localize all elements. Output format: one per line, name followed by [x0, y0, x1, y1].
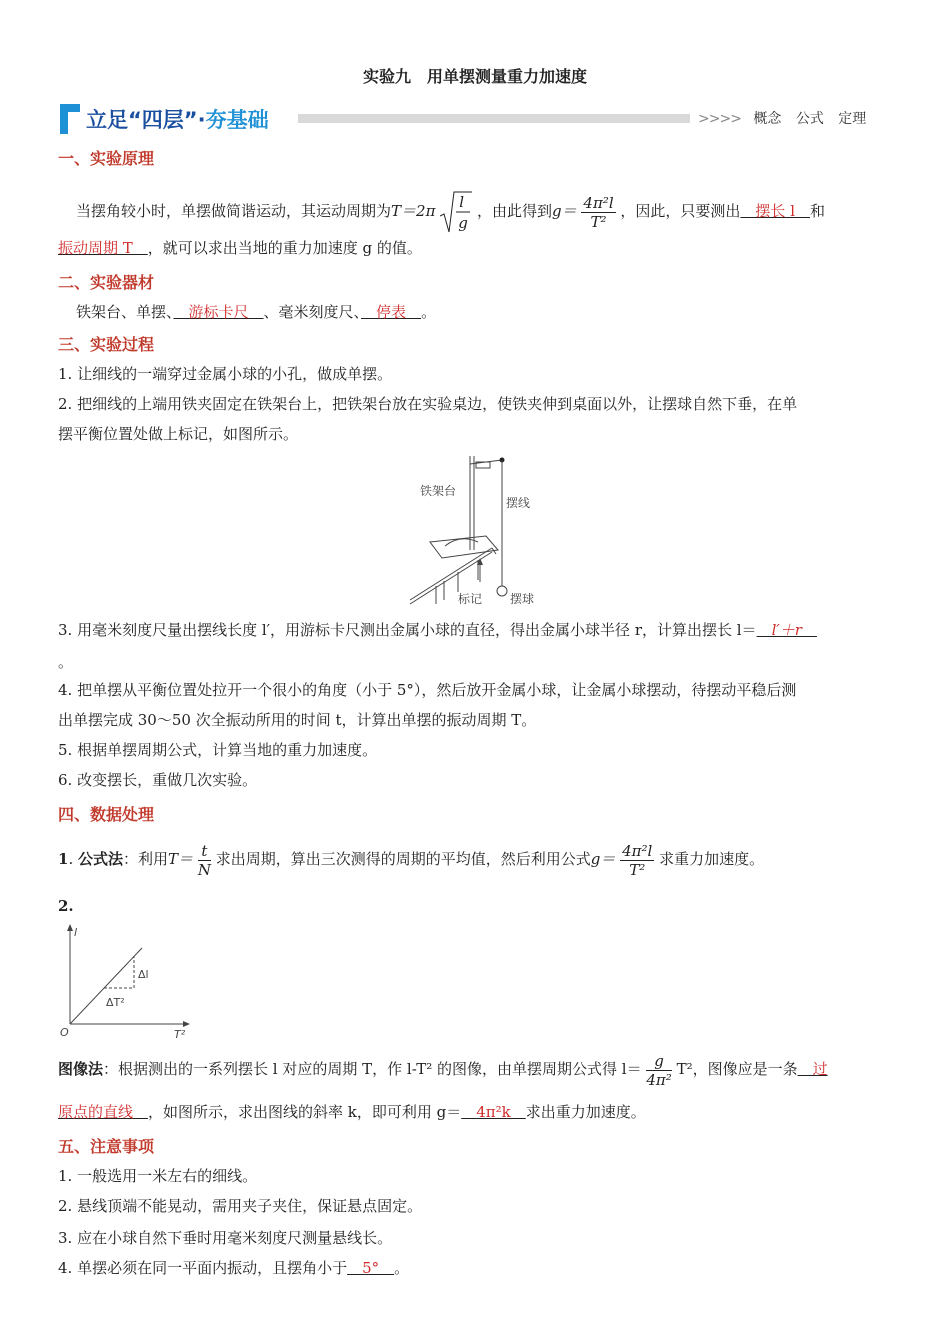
fraction-T: $\frac{t}{N}$: [197, 841, 211, 879]
step-2b: 摆平衡位置处做上标记，如图所示。: [58, 425, 299, 443]
l-T2-graph: [58, 922, 198, 1042]
answer-line-2: 原点的直线: [58, 1103, 149, 1121]
step-3-end: 。: [58, 653, 74, 671]
step-1: 1. 让细线的一端穿过金属小球的小孔，做成单摆。: [58, 365, 393, 383]
step-6: 6. 改变摆长，重做几次实验。: [58, 771, 258, 789]
fraction-g-2: $\frac{\text{4π²l}}{\text{T²}}$: [622, 841, 653, 879]
answer-length: 摆长 l: [740, 202, 810, 220]
fraction-g: $\frac{\text{4π²l}}{\text{T²}}$: [583, 193, 614, 231]
note-4: 4. 单摆必须在同一平面内振动，且摆角小于 5° 。: [58, 1259, 410, 1277]
banner-corner-icon: [58, 102, 82, 136]
section-heading-notes: 五、注意事项: [58, 1137, 155, 1156]
banner-bar: [298, 114, 690, 123]
page-title: 实验九 用单摆测量重力加速度: [362, 67, 587, 86]
answer-angle: 5°: [347, 1259, 395, 1277]
banner-title: 立足“四层”·夯基础: [86, 108, 269, 132]
answer-stopwatch: 停表: [361, 303, 422, 321]
graph-origin: O: [60, 1026, 69, 1039]
section-heading-principle: 一、实验原理: [58, 149, 155, 168]
label-mark: 标记: [458, 592, 483, 606]
note-2: 2. 悬线顶端不能晃动，需用夹子夹住，保证悬点固定。: [58, 1197, 423, 1215]
sqrt-formula: l g: [440, 190, 472, 234]
principle-line-2: 振动周期 T ，就可以求出当地的重力加速度 g 的值。: [58, 239, 422, 257]
section-heading-data: 四、数据处理: [58, 805, 155, 824]
graph-ylabel: l: [74, 926, 78, 939]
answer-caliper: 游标卡尺: [173, 303, 264, 321]
graph-xlabel: T²: [174, 1028, 186, 1041]
banner-keywords: >>>> 概念 公式 定理: [698, 111, 867, 127]
label-thread: 摆线: [506, 496, 531, 510]
equipment-line: 铁架台、单摆、 游标卡尺 、毫米刻度尺、 停表 。: [76, 303, 437, 321]
graph-delta-l: Δl: [138, 968, 149, 981]
principle-line-1: 当摆角较小时，单摆做简谐运动，其运动周期为T＝2π l g ，由此得到g＝ $\frac{\text{4π²l}}{\text{T²}}$ ，因此，只要测出 摆长 l 和: [76, 190, 912, 214]
section-heading-equipment: 二、实验器材: [58, 273, 155, 292]
label-ball: 摆球: [510, 592, 535, 606]
section-banner: [58, 102, 878, 136]
label-stand: 铁架台: [420, 484, 457, 498]
answer-line-1: 过: [797, 1060, 828, 1078]
pendulum-setup-figure: [400, 450, 560, 610]
answer-formula-length: l′＋r: [756, 621, 817, 639]
chevrons-icon: >>>>: [698, 111, 741, 127]
fraction-l: $\frac{g}{\text{4π²}}$: [646, 1051, 672, 1089]
step-4b: 出单摆完成 30～50 次全振动所用的时间 t，计算出单摆的振动周期 T。: [58, 711, 537, 729]
answer-period: 振动周期 T: [58, 239, 148, 257]
step-5: 5. 根据单摆周期公式，计算当地的重力加速度。: [58, 741, 378, 759]
method-graph-line-2: 原点的直线 ，如图所示，求出图线的斜率 k，即可利用 g＝ 4π²k 求出重力加速度。: [58, 1103, 646, 1121]
method-graph-line-1: 图像法：根据测出的一系列摆长 l 对应的周期 T，作 l-T² 的图像，由单摆周期公式得 l＝ $\frac{g}{\text{4π²}}$ T²，图像应是一条 过: [58, 1051, 828, 1089]
note-3: 3. 应在小球自然下垂时用毫米刻度尺测量悬线长。: [58, 1229, 393, 1247]
section-heading-procedure: 三、实验过程: [58, 335, 155, 354]
step-2a: 2. 把细线的上端用铁夹固定在铁架台上，把铁架台放在实验桌边，使铁夹伸到桌面以外，让摆球自然下垂，在单: [58, 395, 798, 413]
step-3: 3. 用毫米刻度尺量出摆线长度 l′，用游标卡尺测出金属小球的直径，得出金属小球半径 r，计算出摆长 l＝ l′＋r: [58, 621, 817, 639]
method-formula: 1. 公式法：利用T＝ $\frac{t}{N}$ 求出周期，算出三次测得的周期的平均值，然后利用公式g＝ $\frac{\text{4π²l}}{\text{T²}}$ 求重力加速度。: [58, 841, 765, 879]
step-4a: 4. 把单摆从平衡位置处拉开一个很小的角度（小于 5°），然后放开金属小球，让金属小球摆动，待摆动平稳后测: [58, 681, 797, 699]
note-1: 1. 一般选用一米左右的细线。: [58, 1167, 258, 1185]
answer-g-slope: 4π²k: [461, 1103, 526, 1121]
method-2-number: 2.: [58, 897, 74, 915]
graph-delta-T2: ΔT²: [106, 996, 125, 1009]
